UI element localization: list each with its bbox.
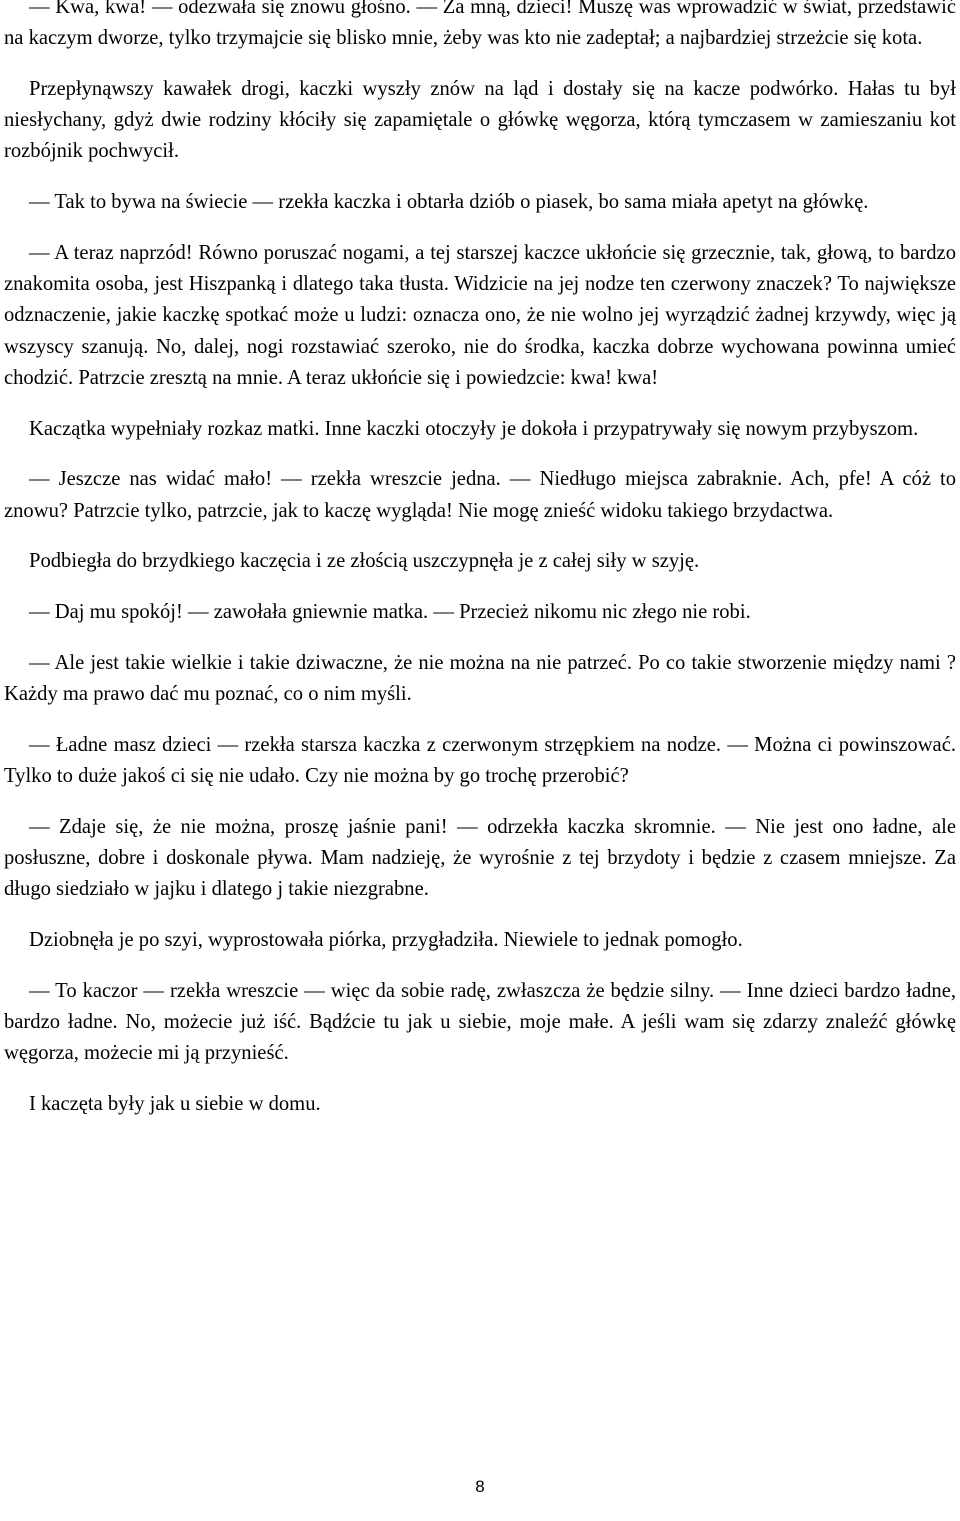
paragraph-8: — Daj mu spokój! — zawołała gniewnie matka. — Przecież nikomu nic złego nie robi. bbox=[29, 601, 751, 624]
paragraph-12: Dziobnęła je po szyi, wyprostowała piórka, przygładziła. Niewiele to jednak pomogło. bbox=[29, 929, 743, 952]
paragraph-14: I kaczęta były jak u siebie w domu. bbox=[29, 1093, 321, 1116]
body-text bbox=[4, 0, 956, 1120]
paragraph-6: — Jeszcze nas widać mało! — rzekła wreszcie jedna. — Niedługo miejsca zabraknie. Ach, pfe! A cóż to znowu? Patrzcie tylko, patrzcie, jak to kaczę wygląda! Nie mogę znieść widoku takiego brzydactwa. bbox=[4, 468, 956, 522]
paragraph-7: Podbiegła do brzydkiego kaczęcia i ze złością uszczypnęła je z całej siły w szyję. bbox=[29, 550, 700, 573]
paragraph-11: — Zdaje się, że nie można, proszę jaśnie pani! — odrzekła kaczka skromnie. — Nie jest ono ładne, ale posłuszne, dobre i doskonale pływa. Mam nadzieję, że wyrośnie z tej brzydoty i będzie z czasem mniejsze. Za długo siedziało w jajku i dlatego j takie niezgrabne. bbox=[4, 816, 956, 901]
paragraph-5: Kaczątka wypełniały rozkaz matki. Inne kaczki otoczyły je dokoła i przypatrywały się nowym przybyszom. bbox=[29, 417, 919, 440]
paragraph-4: — A teraz naprzód! Równo poruszać nogami, a tej starszej kaczce ukłońcie się grzecznie, tak, głową, to bardzo znakomita osoba, jest Hiszpanką i dlatego taka tłusta. Widzicie na jej nodze ten czerwony znaczek? To największe odznaczenie, jakie kaczkę spotkać może u ludzi: oznacza ono, że nie wolno jej wyrządzić żadnej krzywdy, więc ją wszyscy szanują. No, dalej, nogi rozstawiać szeroko, nie do środka, kaczka dobrze wychowana powinna umieć chodzić. Patrzcie zresztą na mnie. A teraz ukłońcie się i powiedzcie: kwa! kwa! bbox=[4, 242, 956, 389]
page-number: 8 bbox=[475, 1477, 485, 1496]
paragraph-10: — Ładne masz dzieci — rzekła starsza kaczka z czerwonym strzępkiem na nodze. — Można ci powinszować. Tylko to duże jakoś ci się nie udało. Czy nie można by go trochę przerobić? bbox=[4, 734, 956, 788]
paragraph-1: — Kwa, kwa! — odezwała się znowu głośno. — Za mną, dzieci! Muszę was wprowadzić w świat, przedstawić na kaczym dworze, tylko trzymajcie się blisko mnie, żeby was kto nie zadeptał; a najbardziej strzeżcie się kota. bbox=[4, 0, 956, 50]
paragraph-13: — To kaczor — rzekła wreszcie — więc da sobie radę, zwłaszcza że będzie silny. — Inne dzieci bardzo ładne, bardzo ładne. No, możecie już iść. Bądźcie tu jak u siebie, moje małe. A jeśli wam się zdarzy znaleźć główkę węgorza, możecie mi ją przynieść. bbox=[4, 980, 956, 1065]
paragraph-3: — Tak to bywa na świecie — rzekła kaczka i obtarła dziób o piasek, bo sama miała apetyt na główkę. bbox=[29, 191, 869, 214]
paragraph-9: — Ale jest takie wielkie i takie dziwaczne, że nie można na nie patrzeć. Po co takie stworzenie między nami ? Każdy ma prawo dać mu poznać, co o nim myśli. bbox=[4, 652, 956, 706]
paragraph-2: Przepłynąwszy kawałek drogi, kaczki wyszły znów na ląd i dostały się na kacze podwórko. Hałas tu był niesłychany, gdyż dwie rodziny kłóciły się zapamiętale o główkę węgorza, którą tymczasem w zamieszaniu kot rozbójnik pochwycił. bbox=[4, 78, 956, 163]
